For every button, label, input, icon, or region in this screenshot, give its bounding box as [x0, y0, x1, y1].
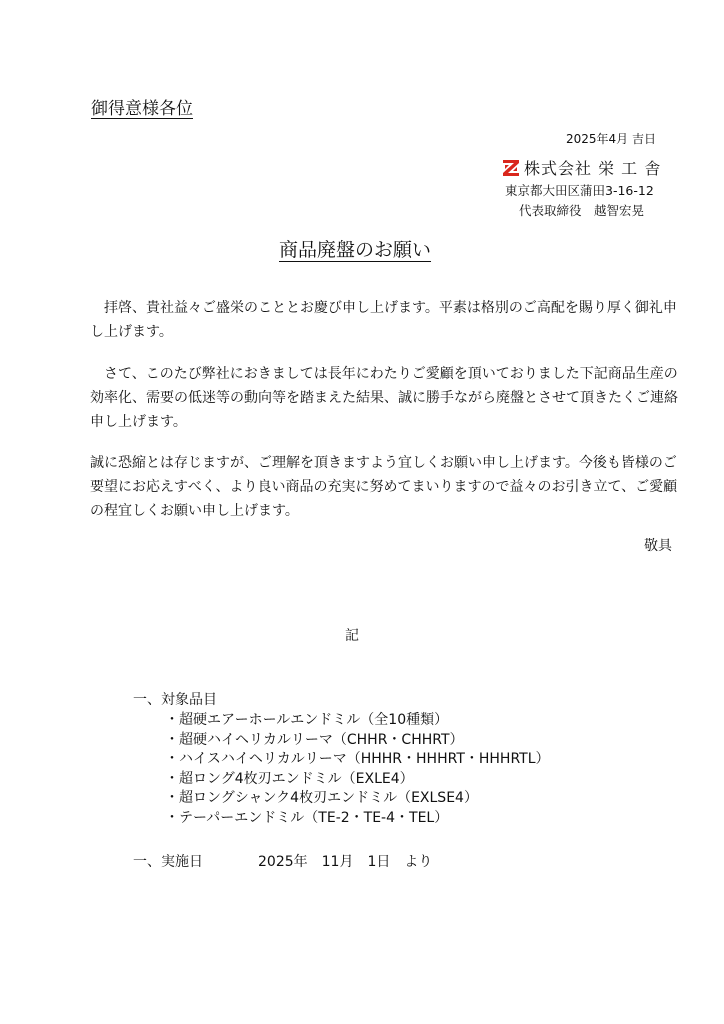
- company-logo: [502, 159, 520, 177]
- target-items-list: [165, 711, 550, 828]
- section-target-items-label: 一、対象品目: [133, 692, 217, 708]
- section-implementation-date: [133, 851, 432, 871]
- paragraph-notice: さて、このたび弊社におきましては長年にわたりご愛顧を頂いておりました下記商品生産の効率化、需要の低迷等の動向等を踏まえた結果、誠に勝手ながら廃盤とさせて頂きたくご連絡申し上げます。: [90, 366, 678, 430]
- company-address: 東京都大田区蒲田3-16-12: [505, 183, 654, 198]
- closing: 敬具: [644, 538, 672, 554]
- paragraph-request: 誠に恐縮とは存じますが、ご理解を頂きますよう宜しくお願い申し上げます。今後も皆様のご要望にお応えすべく、より良い商品の充実に努めてまいりますので益々のお引き立て、ご愛顧の程宜しくお願い申し上げます。: [90, 455, 678, 519]
- ki-heading: 記: [345, 628, 359, 644]
- representative: 代表取締役 越智宏晃: [519, 203, 645, 218]
- list-item: ・テーパーエンドミル（TE-2・TE-4・TEL）: [165, 809, 449, 826]
- document-title: 商品廃盤のお願い: [279, 239, 432, 261]
- list-item: ・超ロング4枚刃エンドミル（EXLE4）: [165, 770, 414, 787]
- company-header: [502, 156, 661, 179]
- issue-date: 2025年4月 吉日: [566, 132, 656, 146]
- list-item: ・超硬ハイヘリカルリーマ（CHHR・CHHRT）: [165, 731, 464, 748]
- implementation-date-label: 一、実施日: [133, 854, 203, 870]
- implementation-date-value: 2025年 11月 1日 より: [258, 854, 433, 870]
- list-item: ・超ロングシャンク4枚刃エンドミル（EXLSE4）: [165, 790, 478, 806]
- list-item: ・ハイスハイヘリカルリーマ（HHHR・HHHRT・HHHRTL）: [165, 751, 550, 767]
- company-name: 株式会社 栄 工 舎: [524, 159, 662, 178]
- list-item: ・超硬エアーホールエンドミル（全10種類）: [165, 712, 449, 728]
- paragraph-greeting: 拝啓、貴社益々ご盛栄のこととお慶び申し上げます。平素は格別のご高配を賜り厚く御礼申し上げます。: [90, 300, 677, 340]
- addressee: 御得意様各位: [91, 99, 193, 119]
